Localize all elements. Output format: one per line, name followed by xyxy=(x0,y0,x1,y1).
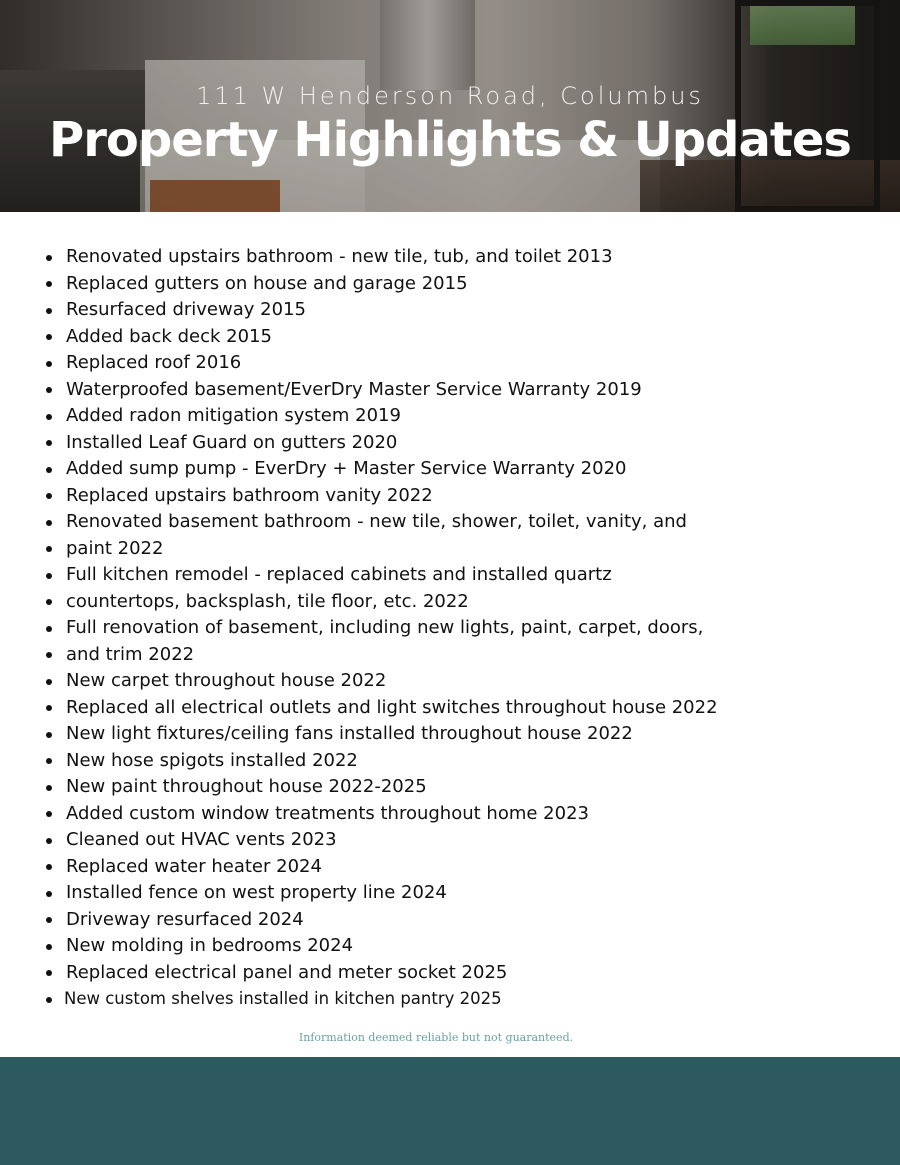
list-item-text: Added sump pump - EverDry + Master Service Warranty 2020 xyxy=(66,458,627,479)
list-item xyxy=(44,986,718,1013)
list-item-text: Added radon mitigation system 2019 xyxy=(66,405,401,426)
property-address: 111 W Henderson Road, Columbus xyxy=(196,82,704,110)
list-item xyxy=(44,774,718,801)
list-item-text: Resurfaced driveway 2015 xyxy=(66,299,306,320)
bullet-icon xyxy=(46,891,52,897)
list-item xyxy=(44,430,718,457)
bullet-icon xyxy=(46,997,52,1003)
list-item-text: Renovated upstairs bathroom - new tile, tub, and toilet 2013 xyxy=(66,246,613,267)
list-item-text: New carpet throughout house 2022 xyxy=(66,670,387,691)
list-item-text: Added custom window treatments throughout home 2023 xyxy=(66,802,589,824)
footer-band xyxy=(0,1057,900,1165)
list-item-text: New light fixtures/ceiling fans installed throughout house 2022 xyxy=(66,723,633,744)
bullet-icon xyxy=(46,414,52,420)
hero-kitchen-photo xyxy=(0,0,900,212)
list-item-text: New hose spigots installed 2022 xyxy=(66,749,358,771)
list-item-text: Cleaned out HVAC vents 2023 xyxy=(66,829,337,850)
bullet-icon xyxy=(46,573,52,579)
list-item xyxy=(44,297,718,324)
list-item-text: New paint throughout house 2022-2025 xyxy=(66,776,427,797)
bullet-icon xyxy=(46,308,52,314)
bullet-icon xyxy=(46,732,52,738)
list-item xyxy=(44,668,718,695)
list-item xyxy=(44,933,718,960)
list-item-text: Replaced gutters on house and garage 2015 xyxy=(66,272,468,294)
bullet-icon xyxy=(46,440,52,446)
list-item xyxy=(44,350,718,377)
list-item xyxy=(44,827,718,854)
list-item-text: Full renovation of basement, including new lights, paint, carpet, doors, xyxy=(66,617,704,638)
list-item-text: Replaced all electrical outlets and light switches throughout house 2022 xyxy=(66,696,718,718)
bullet-icon xyxy=(46,599,52,605)
bullet-icon xyxy=(46,679,52,685)
list-item xyxy=(44,642,718,669)
bullet-icon xyxy=(46,520,52,526)
bullet-icon xyxy=(46,944,52,950)
list-item-text: Waterproofed basement/EverDry Master Service Warranty 2019 xyxy=(66,378,642,400)
list-item xyxy=(44,960,718,987)
list-item xyxy=(44,509,718,536)
bullet-icon xyxy=(46,467,52,473)
list-item xyxy=(44,748,718,775)
bullet-icon xyxy=(46,811,52,817)
bullet-icon xyxy=(46,626,52,632)
list-item xyxy=(44,244,718,271)
list-item-text: Installed fence on west property line 2024 xyxy=(66,882,447,903)
disclaimer-text: Information deemed reliable but not guaranteed. xyxy=(298,1031,574,1044)
list-item-text: Replaced electrical panel and meter socket 2025 xyxy=(66,961,508,983)
bullet-icon xyxy=(46,334,52,340)
list-item-text: Replaced water heater 2024 xyxy=(66,855,322,877)
bullet-icon xyxy=(46,917,52,923)
list-item xyxy=(44,801,718,828)
bullet-icon xyxy=(46,652,52,658)
bullet-icon xyxy=(46,705,52,711)
list-item-text: and trim 2022 xyxy=(66,643,195,665)
list-item-text: Installed Leaf Guard on gutters 2020 xyxy=(66,431,398,453)
list-item-text: Driveway resurfaced 2024 xyxy=(66,908,304,930)
list-item xyxy=(44,483,718,510)
list-item-text: Added back deck 2015 xyxy=(66,325,272,347)
bullet-icon xyxy=(46,493,52,499)
bullet-icon xyxy=(46,387,52,393)
bullet-icon xyxy=(46,970,52,976)
list-item xyxy=(44,562,718,589)
list-item-text: Replaced upstairs bathroom vanity 2022 xyxy=(66,484,433,506)
bullet-icon xyxy=(46,255,52,261)
list-item xyxy=(44,589,718,616)
page-title: Property Highlights & Updates xyxy=(49,112,851,168)
list-item-text: Full kitchen remodel - replaced cabinets and installed quartz xyxy=(66,564,612,585)
list-item xyxy=(44,324,718,351)
bullet-icon xyxy=(46,546,52,552)
list-item-text: New molding in bedrooms 2024 xyxy=(66,935,354,956)
list-item-text: paint 2022 xyxy=(66,537,164,559)
list-item xyxy=(44,721,718,748)
bullet-icon xyxy=(46,281,52,287)
list-item-text: countertops, backsplash, tile floor, etc. 2022 xyxy=(66,590,469,612)
list-item xyxy=(44,854,718,881)
bullet-icon xyxy=(46,864,52,870)
list-item xyxy=(44,456,718,483)
bullet-icon xyxy=(46,758,52,764)
list-item-text: Renovated basement bathroom - new tile, shower, toilet, vanity, and xyxy=(66,511,687,532)
bullet-icon xyxy=(46,361,52,367)
list-item xyxy=(44,695,718,722)
highlights-list xyxy=(44,244,718,1013)
list-item xyxy=(44,536,718,563)
list-item xyxy=(44,377,718,404)
list-item-text: Replaced roof 2016 xyxy=(66,352,242,373)
list-item xyxy=(44,907,718,934)
list-item xyxy=(44,880,718,907)
list-item xyxy=(44,403,718,430)
list-item xyxy=(44,271,718,298)
list-item-text: New custom shelves installed in kitchen pantry 2025 xyxy=(64,989,502,1008)
list-item xyxy=(44,615,718,642)
bullet-icon xyxy=(46,838,52,844)
bullet-icon xyxy=(46,785,52,791)
